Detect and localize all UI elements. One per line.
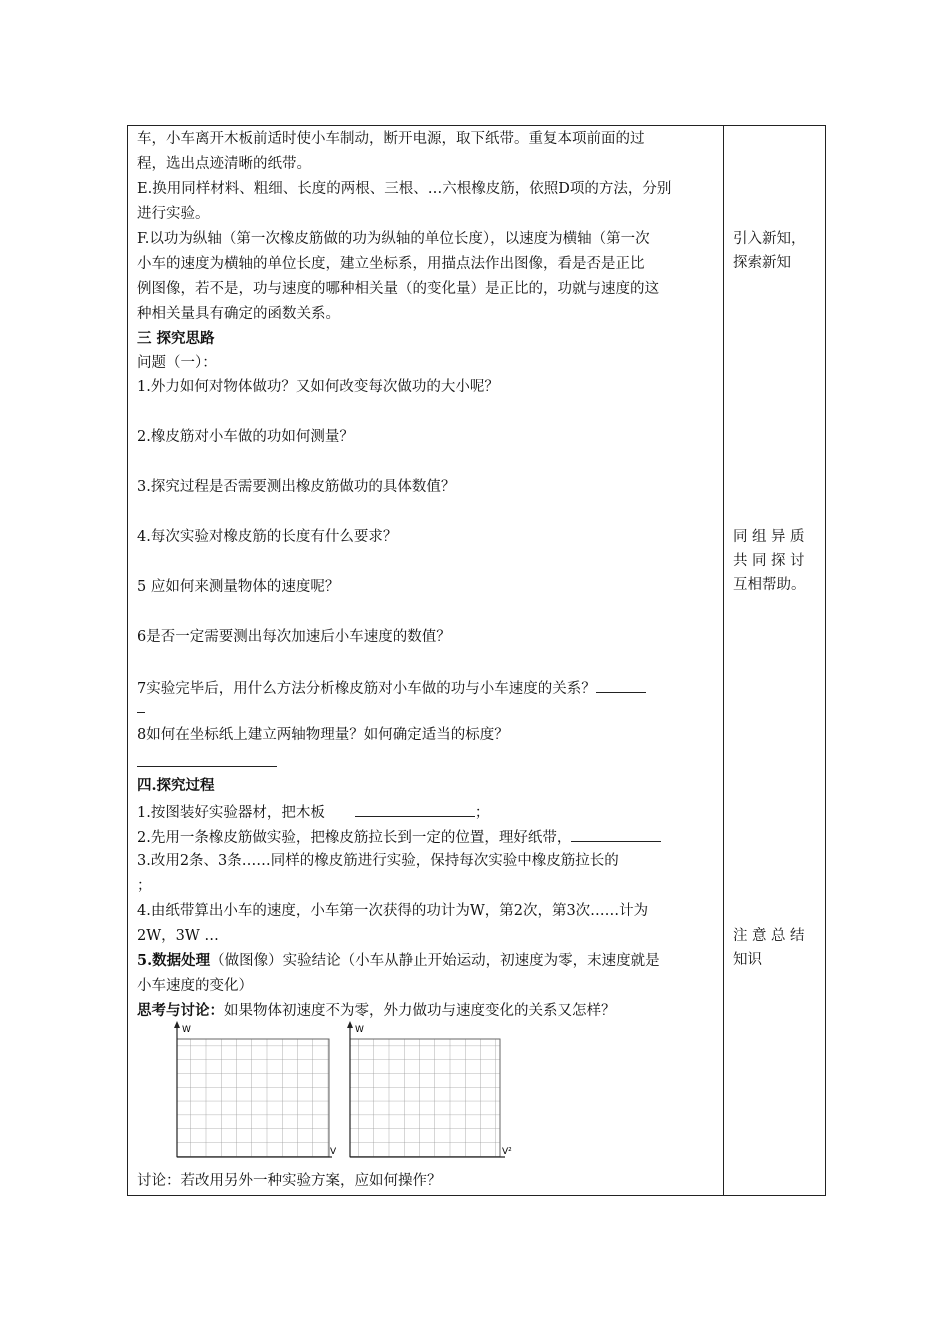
- section-3-title: 三 探究思路: [137, 330, 215, 347]
- think-discuss-heading: 思考与讨论：: [137, 1002, 224, 1019]
- procedure-4: 4.由纸带算出小车的速度，小车第一次获得的功计为W，第2次，第3次……计为: [137, 903, 649, 919]
- procedure-5-heading: 5.数据处理: [137, 952, 211, 969]
- procedure-2-blank[interactable]: [571, 827, 661, 842]
- question-8-answer-blank[interactable]: [137, 752, 277, 772]
- procedure-5-text: （做图像）实验结论（小车从静止开始运动，初速度为零，末速度就是: [210, 953, 660, 969]
- side-note-3-line-2: 知识: [733, 952, 762, 968]
- step-f-line-1: F.以功为纵轴（第一次橡皮筋做的功为纵轴的单位长度），以速度为横轴（第一次: [137, 231, 650, 247]
- think-discuss-text: 如果物体初速度不为零，外力做功与速度变化的关系又怎样？: [224, 1003, 616, 1019]
- side-note-1-line-2: 探索新知: [733, 255, 791, 271]
- procedure-3-end: ；: [137, 878, 152, 894]
- question-7: [137, 678, 646, 698]
- graph-right-y-label: W: [355, 1025, 364, 1035]
- graph-right-x-label: V²: [502, 1147, 512, 1157]
- procedure-5: [137, 952, 660, 970]
- procedure-1: [137, 802, 489, 822]
- step-d-tail-line-2: 程，选出点迹清晰的纸带。: [137, 156, 311, 172]
- question-8: 8如何在坐标纸上建立两轴物理量？如何确定适当的标度？: [137, 727, 509, 743]
- question-5: 5 应如何来测量物体的速度呢？: [137, 579, 340, 595]
- graph-left-y-label: W: [182, 1025, 191, 1035]
- procedure-4-cont: 2W，3W …: [137, 928, 219, 944]
- question-2: 2.橡皮筋对小车做的功如何测量？: [137, 429, 354, 445]
- procedure-2-text: 2.先用一条橡皮筋做实验，把橡皮筋拉长到一定的位置，理好纸带，: [137, 830, 572, 846]
- y-axis-right-arrow-icon: [347, 1021, 353, 1028]
- step-d-tail-line-1: 车，小车离开木板前适时使小车制动，断开电源，取下纸带。重复本项前面的过: [137, 131, 645, 147]
- side-note-2-line-1: 同组异质: [733, 529, 809, 545]
- procedure-3: 3.改用2条、3条……同样的橡皮筋进行实验，保持每次实验中橡皮筋拉长的: [137, 853, 619, 869]
- step-e-line-2: 进行实验。: [137, 206, 210, 222]
- procedure-1-text: 1.按图装好实验器材，把木板: [137, 805, 325, 821]
- question-3: 3.探究过程是否需要测出橡皮筋做功的具体数值？: [137, 479, 456, 495]
- side-note-1-line-1: 引入新知，: [733, 231, 806, 247]
- graph-w-v: [174, 1021, 337, 1157]
- question-7-answer-blank[interactable]: [596, 678, 646, 693]
- procedure-1-blank[interactable]: [355, 802, 475, 817]
- column-divider: [723, 125, 724, 1196]
- side-note-2-line-3: 互相帮助。: [733, 577, 806, 593]
- y-axis-left-arrow-icon: [174, 1021, 180, 1028]
- question-7-answer-blank-cont[interactable]: [137, 698, 145, 718]
- grid-left: [177, 1039, 329, 1157]
- question-1: 1.外力如何对物体做功？又如何改变每次做功的大小呢？: [137, 379, 499, 395]
- step-e-line-1: E.换用同样材料、粗细、长度的两根、三根、…六根橡皮筋，依照D项的方法，分别: [137, 181, 672, 197]
- side-note-2-line-2: 共同探讨: [733, 553, 809, 569]
- discussion-line: 讨论：若改用另外一种实验方案，应如何操作？: [137, 1173, 442, 1189]
- step-f-line-4: 种相关量具有确定的函数关系。: [137, 306, 340, 322]
- grid-right: [350, 1039, 500, 1157]
- question-7-text: 7实验完毕后，用什么方法分析橡皮筋对小车做的功与小车速度的关系？: [137, 681, 596, 697]
- procedure-1-end: ；: [474, 805, 490, 821]
- procedure-5-cont: 小车速度的变化）: [137, 978, 253, 994]
- procedure-2: [137, 827, 661, 847]
- question-4: 4.每次实验对橡皮筋的长度有什么要求？: [137, 529, 398, 545]
- questions-label: 问题（一）：: [137, 355, 217, 371]
- step-f-line-3: 例图像，若不是，功与速度的哪种相关量（的变化量）是正比的，功就与速度的这: [137, 281, 659, 297]
- graph-paper: [160, 1018, 530, 1166]
- section-4-title: 四.探究过程: [137, 777, 215, 794]
- graph-left-x-label: V: [330, 1147, 337, 1157]
- step-f-line-2: 小车的速度为横轴的单位长度，建立坐标系，用描点法作出图像，看是否是正比: [137, 256, 645, 272]
- question-6: 6是否一定需要测出每次加速后小车速度的数值？: [137, 629, 451, 645]
- graph-w-v2: [347, 1021, 512, 1157]
- side-note-3-line-1: 注意总结: [733, 928, 809, 944]
